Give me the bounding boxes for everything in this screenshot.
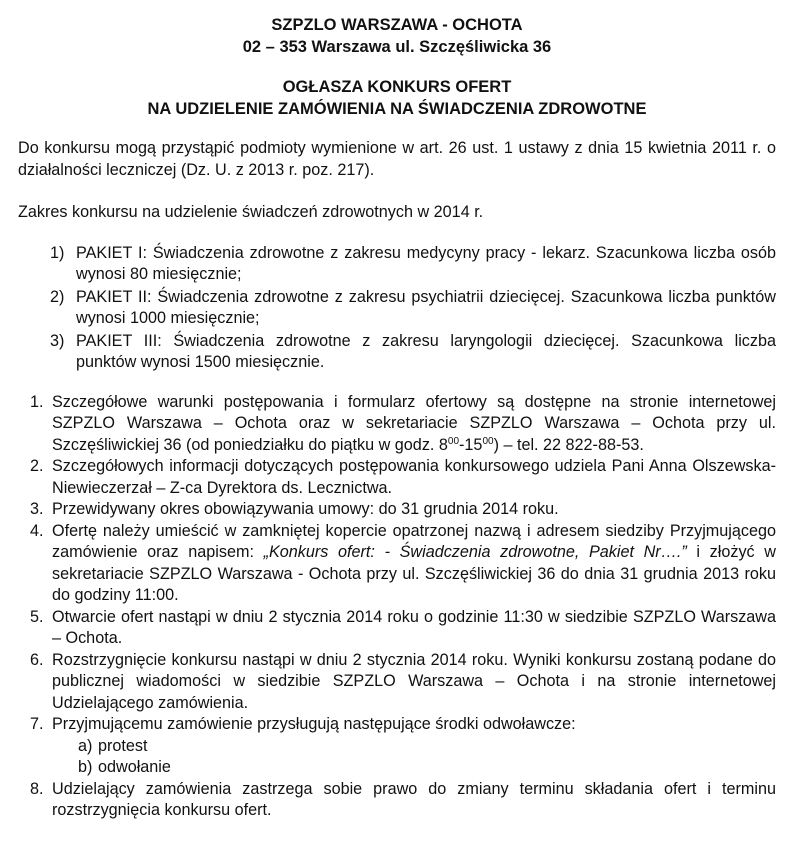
hour-superscript: 00 <box>482 435 494 447</box>
intro-paragraph: Do konkursu mogą przystąpić podmioty wymienione w art. 26 ust. 1 ustawy z dnia 15 kwietnia 2011 r. o działalności leczniczej (Dz. U. z 2013 r. poz. 217). <box>18 139 776 179</box>
package-item <box>50 331 776 374</box>
package-list <box>18 243 776 374</box>
condition-item-6 <box>30 650 776 715</box>
document-header <box>18 14 776 58</box>
condition-number: 6. <box>30 650 44 669</box>
condition-number: 5. <box>30 607 44 626</box>
condition-number: 1. <box>30 392 44 411</box>
condition-number: 8. <box>30 779 44 798</box>
condition-item-1 <box>30 392 776 457</box>
appeal-measure-item <box>78 757 776 779</box>
condition-text: Rozstrzygnięcie konkursu nastąpi w dniu 2 stycznia 2014 roku. Wyniki konkursu zostaną podane do publicznej wiadomości w siedzibie SZPZLO Warszawa – Ochota i na stronie internetowej Udzielającego zamówienia. <box>52 650 776 712</box>
condition-text: Przyjmującemu zamówienie przysługują następujące środki odwoławcze: <box>52 715 576 733</box>
condition-item-8 <box>30 779 776 822</box>
package-item <box>50 243 776 286</box>
package-text: PAKIET I: Świadczenia zdrowotne z zakresu medycyny pracy - lekarz. Szacunkowa liczba osób wynosi 80 miesięcznie; <box>76 243 776 283</box>
announcement-title <box>18 76 776 120</box>
condition-text-part: i złożyć w sekretariacie SZPZLO Warszawa - Ochota przy ul. Szczęśliwickiej 36 do dnia 31 grudnia 2013 roku do godziny 11:00. <box>52 543 776 604</box>
condition-text <box>52 393 776 454</box>
announcement-line-1: OGŁASZA KONKURS OFERT <box>282 78 512 96</box>
condition-item-2 <box>30 456 776 499</box>
appeal-measure-item <box>78 736 776 758</box>
conditions-list <box>18 392 776 822</box>
condition-number: 4. <box>30 521 44 540</box>
condition-text: Szczegółowych informacji dotyczących postępowania konkursowego udziela Pani Anna Olszewska-Niewieczerzał – Z-ca Dyrektora ds. Lecznictwa. <box>52 457 776 497</box>
condition-number: 3. <box>30 500 44 518</box>
package-number: 3) <box>50 331 65 350</box>
hour-superscript: 00 <box>447 435 460 447</box>
condition-text-part: ) – tel. 22 822-88-53. <box>493 435 644 454</box>
condition-text: Przewidywany okres obowiązywania umowy: do 31 grudnia 2014 roku. <box>52 500 559 518</box>
appeal-measure-letter: b) <box>78 758 93 776</box>
package-text: PAKIET II: Świadczenia zdrowotne z zakresu psychiatrii dziecięcej. Szacunkowa liczba punktów wynosi 1000 miesięcznie; <box>76 287 776 327</box>
condition-item-3 <box>30 499 776 521</box>
condition-item-5 <box>30 607 776 650</box>
condition-item-7 <box>30 714 776 779</box>
appeal-measure-letter: a) <box>78 736 93 755</box>
appeal-measures-list <box>52 736 776 779</box>
condition-number: 7. <box>30 715 44 733</box>
package-text: PAKIET III: Świadczenia zdrowotne z zakresu laryngologii dziecięcej. Szacunkowa liczba punktów wynosi 1500 miesięcznie. <box>76 331 776 371</box>
condition-text-part: -15 <box>459 435 483 454</box>
condition-text: Udzielający zamówienia zastrzega sobie prawo do zmiany terminu składania ofert i terminu rozstrzygnięcia konkursu ofert. <box>52 779 776 819</box>
organization-name: SZPZLO WARSZAWA - OCHOTA <box>271 16 523 34</box>
condition-number: 2. <box>30 457 44 475</box>
envelope-label-text: „Konkurs ofert: - Świadczenia zdrowotne, Pakiet Nr….” <box>263 543 687 561</box>
appeal-measure-text: odwołanie <box>98 758 171 776</box>
announcement-line-2: NA UDZIELENIE ZAMÓWIENIA NA ŚWIADCZENIA ZDROWOTNE <box>147 100 647 118</box>
package-item <box>50 287 776 330</box>
condition-text-part: Ofertę należy umieścić w zamkniętej kopercie opatrzonej nazwą i adresem siedziby Przyjmującego zamówienie oraz napisem: <box>52 521 776 561</box>
scope-paragraph: Zakres konkursu na udzielenie świadczeń zdrowotnych w 2014 r. <box>18 203 484 221</box>
condition-text-part: Szczegółowe warunki postępowania i formularz ofertowy są dostępne na stronie internetowej SZPZLO Warszawa – Ochota oraz w sekretariacie SZPZLO Warszawa – Ochota przy ul. Szczęśliwickiej 36 (od poniedziałku do piątku w godz. 8 <box>52 392 776 454</box>
appeal-measure-text: protest <box>98 736 148 755</box>
organization-address: 02 – 353 Warszawa ul. Szczęśliwicka 36 <box>242 38 552 56</box>
condition-text <box>52 522 776 605</box>
package-number: 2) <box>50 287 65 306</box>
package-number: 1) <box>50 243 65 262</box>
condition-item-4 <box>30 521 776 607</box>
condition-text: Otwarcie ofert nastąpi w dniu 2 stycznia 2014 roku o godzinie 11:30 w siedzibie SZPZLO Warszawa – Ochota. <box>52 607 776 647</box>
